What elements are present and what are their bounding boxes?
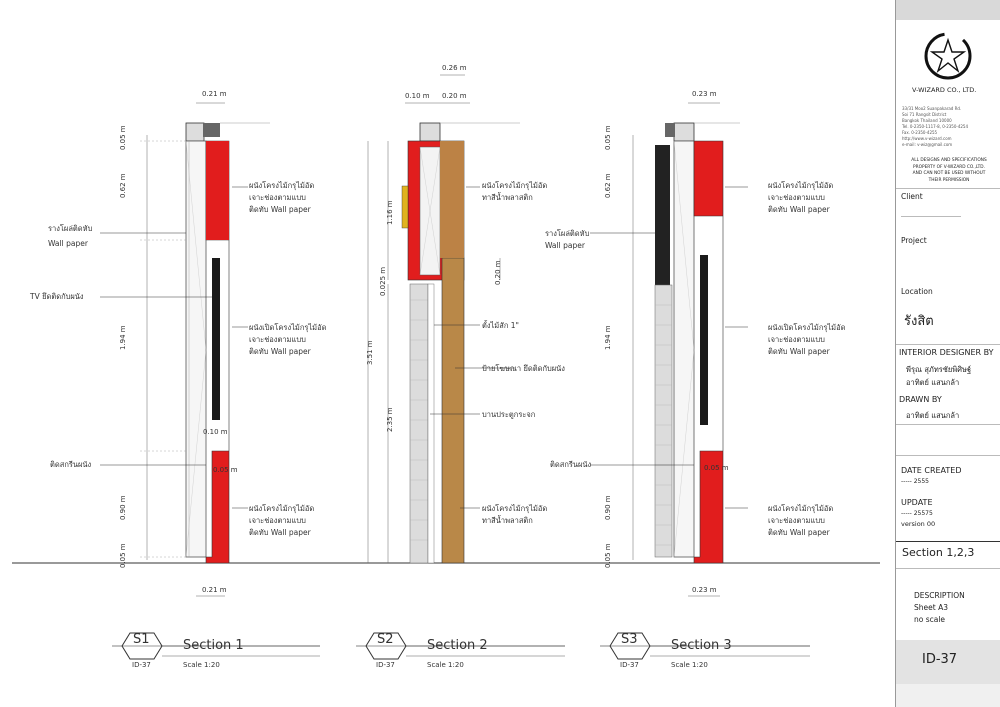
company-address: 33/31 Moo2 Suanpakarad Rd. Soi 71 Rangsit District Bangkok Thailand 10000 Tel. 0-2350-1117-8, 0-2350-4254 Fax. 0-2350-4255 http://www.v-wizard.com e-mail: v-wiz@gmail.com — [902, 106, 968, 147]
left-label: Wall paper — [48, 239, 88, 248]
dim-bottom: 0.21 m — [202, 586, 227, 594]
vdim: 3.51 m — [366, 340, 374, 365]
section-2-callout — [356, 632, 565, 669]
vdim: 0.90 m — [604, 495, 612, 520]
company-name: V-WIZARD CO., LTD. — [912, 86, 977, 94]
vdim: 1.94 m — [119, 325, 127, 350]
top-band — [896, 0, 1000, 20]
wood-panel — [442, 258, 464, 563]
right-label: ผนังโครงไม้กรุไม้อัด — [482, 181, 548, 190]
right-label: ผนังโครงไม้กรุไม้อัด — [249, 504, 315, 513]
right-label: ผนังโครงไม้กรุไม้อัด — [249, 181, 315, 190]
dim-bottom: 0.23 m — [692, 586, 717, 594]
tv-panel — [212, 258, 220, 420]
location-value: รังสิต — [904, 314, 934, 329]
red-wall-panel — [694, 141, 723, 563]
left-label: รางโผล่ติดหับ — [545, 229, 590, 238]
description-line: Sheet A3 — [914, 603, 948, 612]
vdim: 0.05 m — [119, 125, 127, 150]
right-label: เจาะช่องตามแบบ — [768, 335, 825, 344]
dim-top: 0.10 m — [405, 92, 430, 100]
title-block — [895, 0, 1000, 707]
update-label: UPDATE — [901, 498, 933, 507]
section-badge: S2 — [377, 632, 394, 647]
right-label: ผนังเปิดโครงไม้กรุไม้อัด — [249, 323, 327, 332]
client-label: Client — [901, 192, 923, 201]
dim-top: 0.26 m — [442, 64, 467, 72]
designer-name: อาทิตย์ แสนกล้า — [906, 378, 960, 387]
right-label: เจาะช่องตามแบบ — [249, 516, 306, 525]
vdim: 0.90 m — [119, 495, 127, 520]
designer-label: INTERIOR DESIGNER BY — [899, 348, 994, 357]
section-title: Section 2 — [427, 638, 488, 653]
screen-panel — [655, 145, 670, 285]
section-code: ID-37 — [132, 661, 151, 669]
left-label: ติดสกรีนผนัง — [550, 460, 592, 469]
inner-dim: 0.05 m — [704, 464, 729, 472]
inner-dim: 0.10 m — [203, 428, 228, 436]
section-title: Section 1 — [183, 638, 244, 653]
section-code: ID-37 — [376, 661, 395, 669]
dim-top: 0.20 m — [442, 92, 467, 100]
drawn-value: อาทิตย์ แสนกล้า — [906, 411, 960, 420]
left-label: TV ยึดติดกับผนัง — [30, 292, 84, 301]
right-label: เจาะช่องตามแบบ — [768, 516, 825, 525]
inner-dim: 0.05 m — [213, 466, 238, 474]
designer-name: พีรุณ สุภัทรชัยพิศิษฐ์ — [906, 365, 972, 374]
right-label: ทาสีน้ำพลาสติก — [482, 516, 533, 525]
right-label: ทาสีน้ำพลาสติก — [482, 193, 533, 202]
left-label: Wall paper — [545, 241, 585, 250]
section-scale: Scale 1:20 — [427, 661, 464, 669]
vdim: 0.62 m — [604, 173, 612, 198]
right-label: เจาะช่องตามแบบ — [249, 193, 306, 202]
section-2-drawing — [368, 75, 520, 563]
vdim: 0.62 m — [119, 173, 127, 198]
vdim: 0.05 m — [119, 543, 127, 568]
right-label: เจาะช่องตามแบบ — [249, 335, 306, 344]
section-code: ID-37 — [620, 661, 639, 669]
right-label: ตั้งไม้สัก 1" — [482, 321, 519, 330]
project-label: Project — [901, 236, 927, 245]
right-label: ป้ายโฆษณา ยึดติดกับผนัง — [482, 364, 565, 373]
right-label: บานประตูกระจก — [482, 410, 536, 419]
section-scale: Scale 1:20 — [183, 661, 220, 669]
location-label: Location — [901, 287, 933, 296]
sheet-title: Section 1,2,3 — [902, 546, 975, 559]
description-label: DESCRIPTION — [914, 591, 965, 600]
section-3-callout — [600, 632, 810, 669]
dim-top: 0.23 m — [692, 90, 717, 98]
date-created-label: DATE CREATED — [901, 466, 962, 475]
right-label: ผนังโครงไม้กรุไม้อัด — [768, 181, 834, 190]
vdim: 1.94 m — [604, 325, 612, 350]
vdim: 0.05 m — [604, 543, 612, 568]
section-scale: Scale 1:20 — [671, 661, 708, 669]
description-line: no scale — [914, 615, 946, 624]
vdim: 1.16 m — [386, 200, 394, 225]
right-label: ติดทับ Wall paper — [768, 347, 830, 356]
update-value: ----- 25575 — [901, 510, 933, 517]
vdim: 0.025 m — [379, 266, 387, 296]
right-label: ติดทับ Wall paper — [249, 347, 311, 356]
right-label: เจาะช่องตามแบบ — [768, 193, 825, 202]
left-label: ติดสกรีนผนัง — [50, 460, 92, 469]
sheet-number: ID-37 — [922, 652, 958, 667]
version-value: version 00 — [901, 520, 936, 528]
section-badge: S1 — [133, 632, 150, 647]
company-logo-icon — [918, 28, 978, 84]
vdim: 2.35 m — [386, 407, 394, 432]
dim-top: 0.21 m — [202, 90, 227, 98]
section-badge: S3 — [621, 632, 638, 647]
right-label: ผนังโครงไม้กรุไม้อัด — [482, 504, 548, 513]
section-1-callout — [112, 632, 320, 669]
right-label: ติดทับ Wall paper — [768, 528, 830, 537]
right-label: ติดทับ Wall paper — [768, 205, 830, 214]
date-created-value: ----- 2555 — [901, 478, 930, 485]
vdim: 0.05 m — [604, 125, 612, 150]
vdim: 0.20 m — [494, 260, 502, 285]
section-3-drawing — [590, 103, 748, 596]
right-label: ผนังโครงไม้กรุไม้อัด — [768, 504, 834, 513]
copyright-notice: ALL DESIGNS AND SPECIFICATIONS PROPERTY OF V-WIZARD CO.,LTD. AND CAN NOT BE USED WITHOUT THEIR PERMISSION — [911, 158, 987, 183]
right-label: ผนังเปิดโครงไม้กรุไม้อัด — [768, 323, 846, 332]
drawn-label: DRAWN BY — [899, 395, 942, 404]
left-label: รางโผล่ติดหับ — [48, 224, 93, 233]
brick-wall — [410, 284, 428, 563]
right-label: ติดทับ Wall paper — [249, 205, 311, 214]
right-label: ติดทับ Wall paper — [249, 528, 311, 537]
section-title: Section 3 — [671, 638, 732, 653]
